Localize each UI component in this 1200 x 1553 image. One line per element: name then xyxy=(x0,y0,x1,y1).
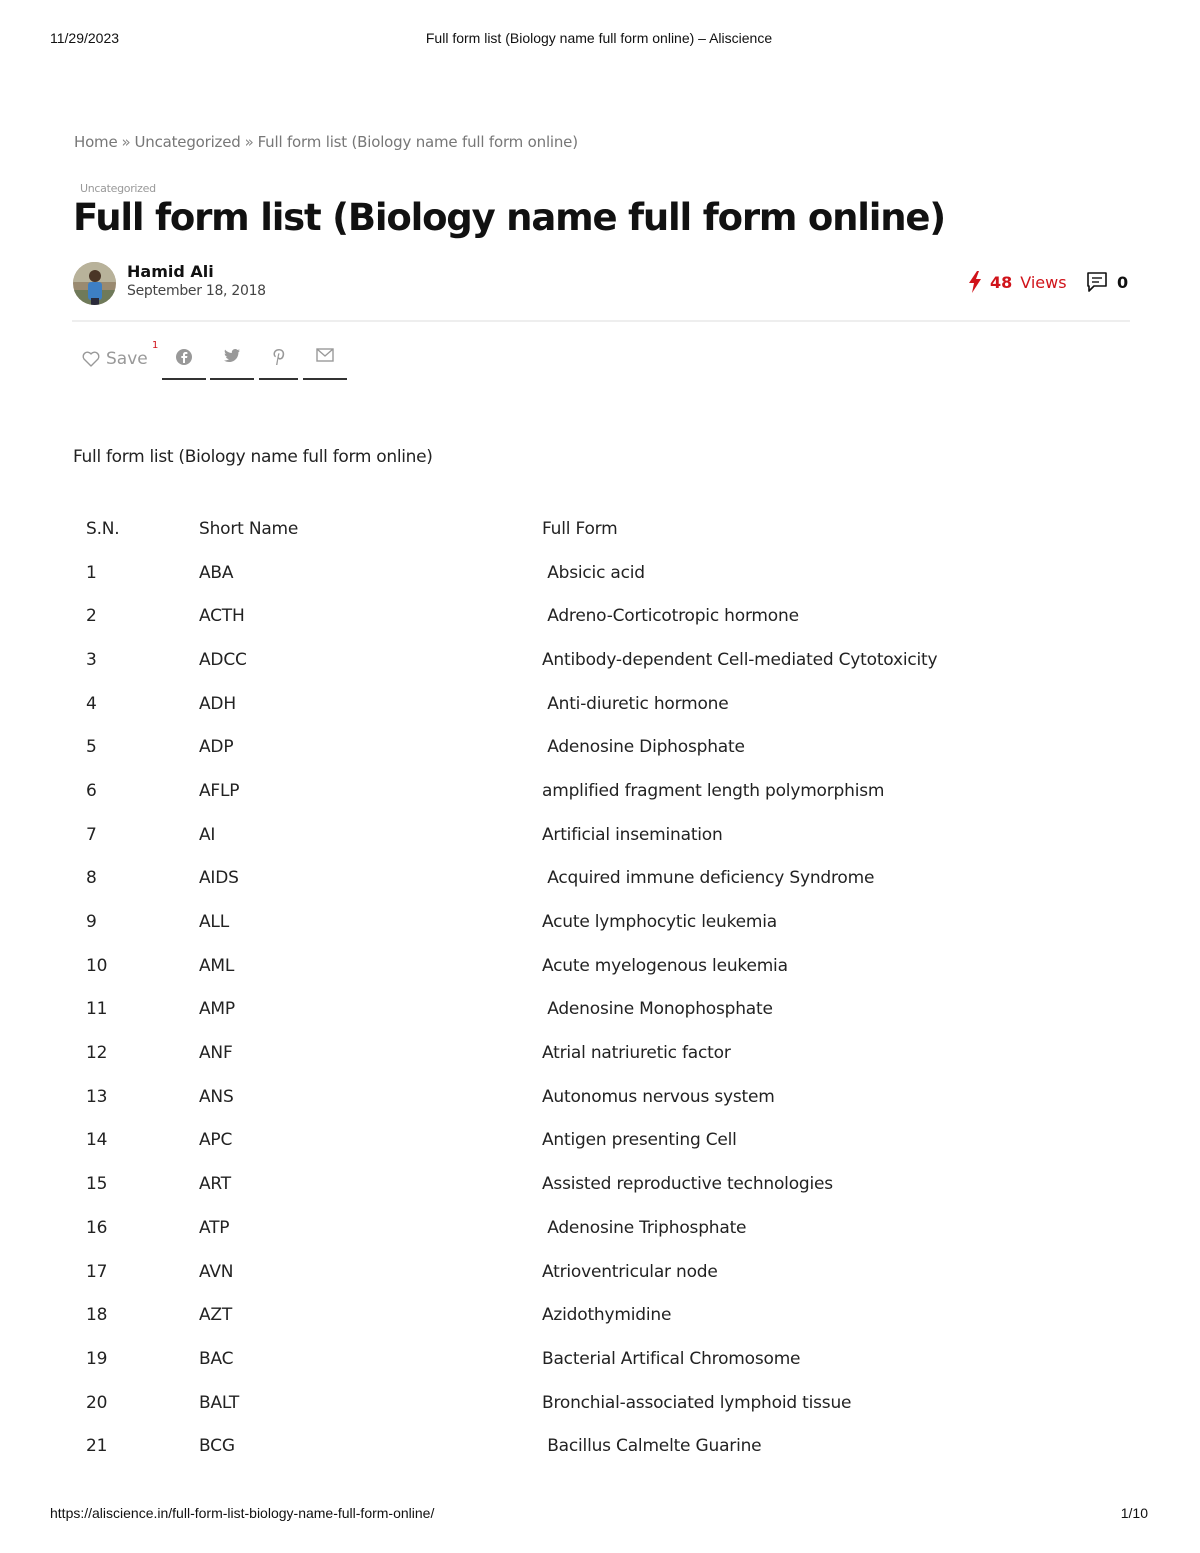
cell-short-name: AFLP xyxy=(199,780,240,801)
table-row xyxy=(74,551,1074,595)
cell-full-form: Adenosine Diphosphate xyxy=(542,737,745,758)
table-row xyxy=(74,725,1074,769)
breadcrumb-home-link[interactable]: Home xyxy=(74,133,118,151)
cell-full-form: Atrial natriuretic factor xyxy=(542,1043,731,1064)
cell-sn: 6 xyxy=(86,780,97,801)
comments-count: 0 xyxy=(1117,272,1129,292)
cell-sn: 9 xyxy=(86,912,97,933)
meta-divider xyxy=(72,320,1130,322)
views-label: Views xyxy=(1020,272,1067,292)
facebook-icon xyxy=(175,348,193,366)
breadcrumb-separator: » xyxy=(121,133,131,151)
cell-sn: 14 xyxy=(86,1130,108,1151)
lightning-icon xyxy=(968,271,982,293)
cell-sn: 13 xyxy=(86,1086,108,1107)
column-header-full-form: Full Form xyxy=(542,518,618,539)
cell-sn: 10 xyxy=(86,955,108,976)
table-row xyxy=(74,900,1074,944)
save-button[interactable] xyxy=(82,348,148,370)
column-header-short-name: Short Name xyxy=(199,518,299,539)
cell-sn: 3 xyxy=(86,649,97,670)
cell-full-form: Anti-diuretic hormone xyxy=(542,693,729,714)
cell-short-name: ALL xyxy=(199,912,229,933)
cell-full-form: Acute lymphocytic leukemia xyxy=(542,912,777,933)
table-row xyxy=(74,1162,1074,1206)
cell-full-form: Artificial insemination xyxy=(542,824,723,845)
cell-full-form: Bronchial-associated lymphoid tissue xyxy=(542,1392,852,1413)
cell-sn: 4 xyxy=(86,693,97,714)
table-header-row xyxy=(74,507,1074,551)
twitter-icon xyxy=(223,348,241,364)
cell-short-name: BAC xyxy=(199,1348,234,1369)
views-count: 48 xyxy=(990,272,1013,292)
table-body xyxy=(74,551,1074,1468)
cell-full-form: Acquired immune deficiency Syndrome xyxy=(542,868,875,889)
cell-sn: 11 xyxy=(86,999,108,1020)
cell-full-form: Adenosine Monophosphate xyxy=(542,999,773,1020)
cell-sn: 12 xyxy=(86,1043,108,1064)
table-row xyxy=(74,594,1074,638)
table-row xyxy=(74,944,1074,988)
full-form-table xyxy=(74,507,1074,1468)
cell-sn: 18 xyxy=(86,1305,108,1326)
cell-short-name: AVN xyxy=(199,1261,234,1282)
intro-text: Full form list (Biology name full form online) xyxy=(73,447,433,467)
cell-short-name: ANS xyxy=(199,1086,234,1107)
save-count: 1 xyxy=(152,340,159,351)
twitter-share-button[interactable] xyxy=(210,348,254,380)
print-date: 11/29/2023 xyxy=(50,30,120,46)
table-row xyxy=(74,769,1074,813)
table-row xyxy=(74,857,1074,901)
cell-full-form: Azidothymidine xyxy=(542,1305,672,1326)
breadcrumb-separator: » xyxy=(244,133,254,151)
post-title: Full form list (Biology name full form online) xyxy=(73,196,945,239)
cell-full-form: Autonomus nervous system xyxy=(542,1086,775,1107)
comments-counter[interactable] xyxy=(1086,270,1128,294)
cell-sn: 16 xyxy=(86,1217,108,1238)
cell-full-form: Bacillus Calmelte Guarine xyxy=(542,1436,762,1457)
cell-short-name: AIDS xyxy=(199,868,239,889)
print-url: https://aliscience.in/full-form-list-biology-name-full-form-online/ xyxy=(50,1505,435,1521)
cell-full-form: Antibody-dependent Cell-mediated Cytotoxicity xyxy=(542,649,938,670)
cell-short-name: AZT xyxy=(199,1305,233,1326)
cell-full-form: Absicic acid xyxy=(542,562,645,583)
print-footer xyxy=(50,1505,1148,1525)
cell-short-name: ADP xyxy=(199,737,234,758)
save-label: Save xyxy=(106,349,148,369)
cell-short-name: ANF xyxy=(199,1043,233,1064)
comment-icon xyxy=(1086,271,1108,293)
cell-short-name: ACTH xyxy=(199,606,245,627)
cell-short-name: BCG xyxy=(199,1436,235,1457)
cell-sn: 19 xyxy=(86,1348,108,1369)
cell-full-form: Adreno-Corticotropic hormone xyxy=(542,606,799,627)
cell-sn: 17 xyxy=(86,1261,108,1282)
cell-short-name: AI xyxy=(199,824,216,845)
cell-sn: 2 xyxy=(86,606,97,627)
facebook-share-button[interactable] xyxy=(162,348,206,380)
heart-icon xyxy=(82,351,100,367)
table-row xyxy=(74,1250,1074,1294)
table-row xyxy=(74,988,1074,1032)
pinterest-icon xyxy=(272,348,286,366)
post-category-tag[interactable]: Uncategorized xyxy=(80,182,156,195)
cell-full-form: Acute myelogenous leukemia xyxy=(542,955,788,976)
author-avatar[interactable] xyxy=(73,262,116,305)
table-row xyxy=(74,682,1074,726)
cell-sn: 20 xyxy=(86,1392,108,1413)
cell-short-name: APC xyxy=(199,1130,233,1151)
cell-sn: 21 xyxy=(86,1436,108,1457)
breadcrumb-current: Full form list (Biology name full form online) xyxy=(257,133,578,151)
email-share-button[interactable] xyxy=(303,348,347,380)
table-row xyxy=(74,1293,1074,1337)
cell-short-name: ATP xyxy=(199,1217,230,1238)
avatar-photo xyxy=(73,262,116,305)
cell-short-name: BALT xyxy=(199,1392,240,1413)
table-row xyxy=(74,1031,1074,1075)
cell-short-name: ABA xyxy=(199,562,234,583)
cell-full-form: Assisted reproductive technologies xyxy=(542,1174,833,1195)
cell-sn: 5 xyxy=(86,737,97,758)
print-header xyxy=(50,30,1148,50)
print-page-title: Full form list (Biology name full form online) – Aliscience xyxy=(425,30,773,46)
cell-full-form: Adenosine Triphosphate xyxy=(542,1217,747,1238)
table-row xyxy=(74,813,1074,857)
table-row xyxy=(74,1424,1074,1468)
cell-short-name: AMP xyxy=(199,999,235,1020)
cell-sn: 1 xyxy=(86,562,97,583)
author-name[interactable]: Hamid Ali xyxy=(127,262,214,281)
cell-short-name: ADH xyxy=(199,693,236,714)
cell-full-form: amplified fragment length polymorphism xyxy=(542,780,885,801)
cell-full-form: Atrioventricular node xyxy=(542,1261,718,1282)
post-date: September 18, 2018 xyxy=(127,283,266,299)
column-header-sn: S.N. xyxy=(86,518,120,539)
cell-sn: 8 xyxy=(86,868,97,889)
pinterest-share-button[interactable] xyxy=(259,348,298,380)
breadcrumb xyxy=(74,133,578,151)
cell-short-name: AML xyxy=(199,955,235,976)
email-icon xyxy=(316,348,334,362)
table-row xyxy=(74,1337,1074,1381)
print-page-number: 1/10 xyxy=(1120,1505,1148,1521)
table-row xyxy=(74,1119,1074,1163)
breadcrumb-category-link[interactable]: Uncategorized xyxy=(134,133,241,151)
cell-sn: 7 xyxy=(86,824,97,845)
cell-short-name: ADCC xyxy=(199,649,247,670)
views-counter xyxy=(968,270,1067,294)
cell-short-name: ART xyxy=(199,1174,231,1195)
cell-full-form: Bacterial Artifical Chromosome xyxy=(542,1348,801,1369)
cell-full-form: Antigen presenting Cell xyxy=(542,1130,737,1151)
cell-sn: 15 xyxy=(86,1174,108,1195)
table-row xyxy=(74,638,1074,682)
table-row xyxy=(74,1075,1074,1119)
table-row xyxy=(74,1381,1074,1425)
table-row xyxy=(74,1206,1074,1250)
